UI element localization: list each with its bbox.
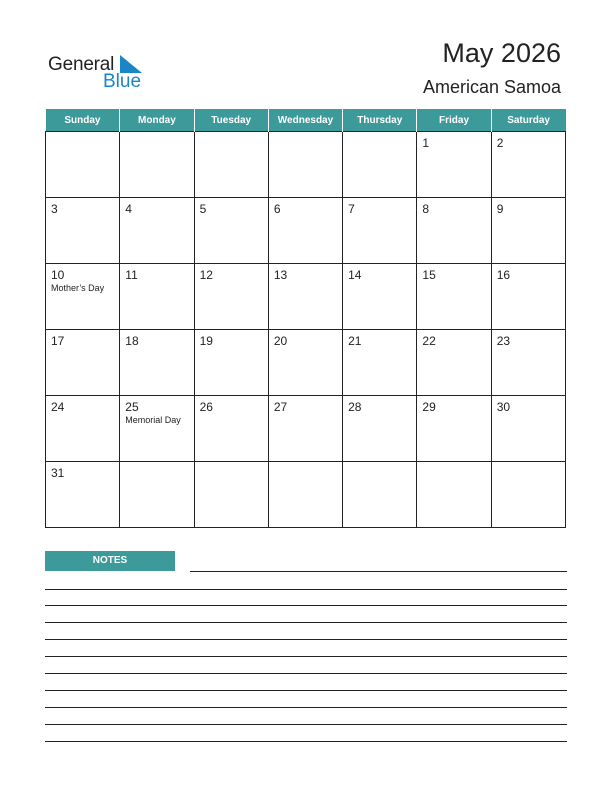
weekday-header: Saturday xyxy=(491,109,565,132)
day-cell xyxy=(120,264,194,330)
day-cell xyxy=(491,330,565,396)
weekday-header: Sunday xyxy=(46,109,120,132)
day-cell xyxy=(417,396,491,462)
day-number: 10 xyxy=(51,268,65,282)
day-number: 7 xyxy=(348,202,355,216)
day-number: 31 xyxy=(51,466,65,480)
day-cell xyxy=(268,462,342,528)
day-cell xyxy=(343,198,417,264)
calendar-subtitle: American Samoa xyxy=(422,77,561,97)
day-cell xyxy=(194,396,268,462)
calendar-title: May 2026 xyxy=(442,38,561,68)
notes-line xyxy=(45,707,567,708)
day-cell xyxy=(46,462,120,528)
day-number: 25 xyxy=(125,400,139,414)
week-row xyxy=(46,462,566,528)
day-number: 16 xyxy=(496,268,511,282)
day-cell xyxy=(120,462,194,528)
notes-label: NOTES xyxy=(45,551,175,571)
day-cell xyxy=(417,330,491,396)
day-cell xyxy=(343,462,417,528)
day-cell xyxy=(343,330,417,396)
day-number: 12 xyxy=(199,268,213,282)
weekday-header: Thursday xyxy=(343,109,417,132)
day-cell xyxy=(120,198,194,264)
day-number: 29 xyxy=(422,400,436,414)
day-number: 22 xyxy=(422,334,436,348)
day-cell xyxy=(46,264,120,330)
weekday-header: Friday xyxy=(417,109,491,132)
day-cell xyxy=(268,396,342,462)
day-number: 26 xyxy=(199,400,213,414)
day-number: 27 xyxy=(273,400,288,414)
day-cell xyxy=(194,330,268,396)
day-number: 14 xyxy=(348,268,362,282)
notes-line xyxy=(45,656,567,657)
day-cell xyxy=(46,132,120,198)
day-cell xyxy=(343,264,417,330)
day-number: 30 xyxy=(496,400,511,414)
notes-line xyxy=(45,690,567,691)
notes-line xyxy=(45,741,567,742)
logo-blue-text: Blue xyxy=(103,71,142,92)
week-row xyxy=(46,396,566,462)
day-number: 6 xyxy=(273,202,281,216)
day-cell xyxy=(343,396,417,462)
day-cell xyxy=(46,198,120,264)
weekday-header: Monday xyxy=(120,109,194,132)
day-number: 3 xyxy=(51,202,58,216)
notes-line xyxy=(45,724,567,725)
day-number: 21 xyxy=(348,334,362,348)
notes-line xyxy=(45,589,567,590)
day-cell xyxy=(120,330,194,396)
day-number: 2 xyxy=(496,136,504,150)
weekday-header-row xyxy=(46,109,566,132)
day-number: 1 xyxy=(422,136,430,150)
day-cell xyxy=(491,132,565,198)
weekday-header: Tuesday xyxy=(194,109,268,132)
calendar-grid xyxy=(45,109,566,528)
day-number: 9 xyxy=(496,202,504,216)
week-row xyxy=(46,330,566,396)
holiday-label: Mother’s Day xyxy=(51,283,105,293)
logo-general-text: General xyxy=(48,54,115,75)
day-cell xyxy=(194,462,268,528)
day-cell xyxy=(120,132,194,198)
notes-line xyxy=(45,639,567,640)
day-cell xyxy=(417,132,491,198)
notes-line xyxy=(45,605,567,606)
day-cell xyxy=(46,396,120,462)
day-cell xyxy=(268,132,342,198)
day-cell xyxy=(343,132,417,198)
day-cell xyxy=(417,264,491,330)
day-number: 28 xyxy=(348,400,362,414)
day-cell xyxy=(491,198,565,264)
generalblue-logo xyxy=(48,52,148,92)
day-number: 19 xyxy=(199,334,213,348)
day-cell xyxy=(194,132,268,198)
day-cell xyxy=(417,198,491,264)
day-number: 24 xyxy=(51,400,65,414)
notes-line xyxy=(190,571,567,572)
day-cell xyxy=(268,330,342,396)
day-cell xyxy=(120,396,194,462)
notes-line xyxy=(45,622,567,623)
day-cell xyxy=(268,264,342,330)
day-number: 4 xyxy=(125,202,132,216)
week-row xyxy=(46,264,566,330)
day-number: 15 xyxy=(422,268,436,282)
day-number: 8 xyxy=(422,202,430,216)
weekday-header: Wednesday xyxy=(268,109,342,132)
day-cell xyxy=(491,264,565,330)
week-row xyxy=(46,198,566,264)
day-number: 20 xyxy=(273,334,288,348)
day-number: 18 xyxy=(125,334,139,348)
day-cell xyxy=(268,198,342,264)
day-cell xyxy=(491,396,565,462)
day-cell xyxy=(194,264,268,330)
notes-line xyxy=(45,673,567,674)
day-cell xyxy=(417,462,491,528)
week-row xyxy=(46,132,566,198)
calendar-body xyxy=(46,132,566,528)
day-number: 5 xyxy=(199,202,207,216)
day-cell xyxy=(194,198,268,264)
day-number: 17 xyxy=(51,334,65,348)
day-number: 23 xyxy=(496,334,511,348)
day-cell xyxy=(46,330,120,396)
day-cell xyxy=(491,462,565,528)
holiday-label: Memorial Day xyxy=(125,415,181,425)
day-number: 11 xyxy=(125,268,138,282)
day-number: 13 xyxy=(273,268,288,282)
